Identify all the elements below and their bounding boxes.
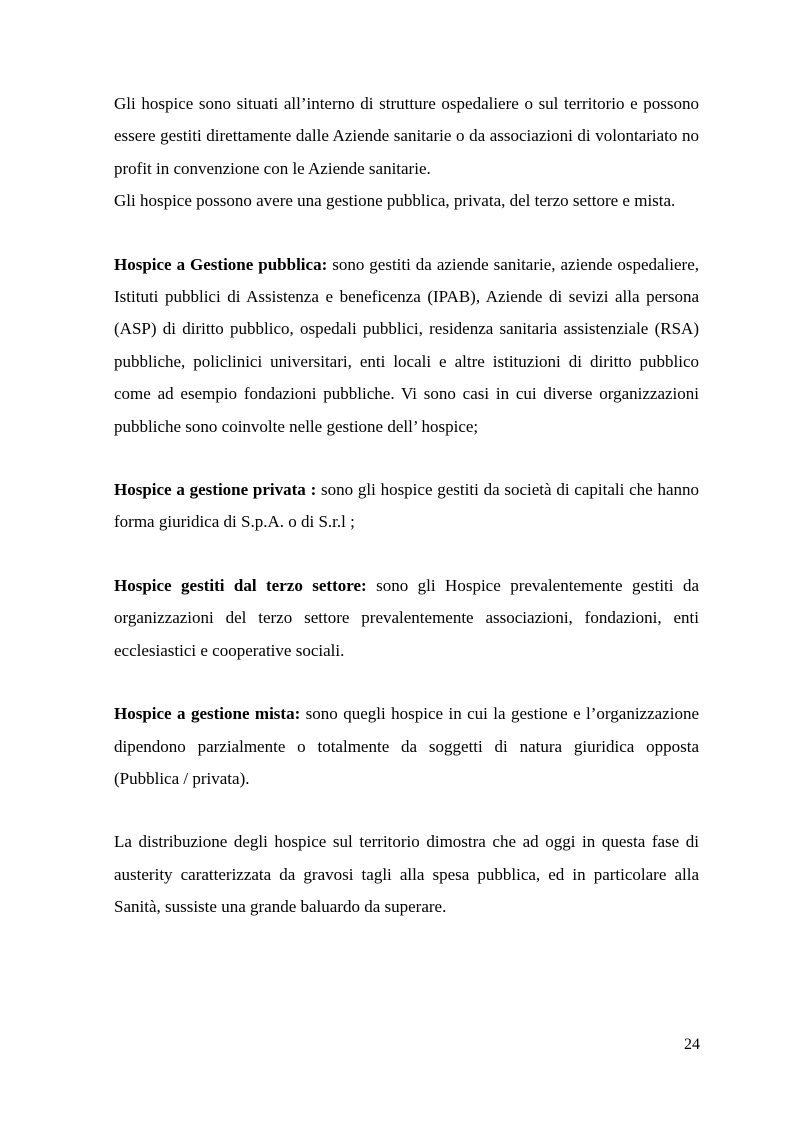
paragraph-gap <box>114 443 699 474</box>
paragraph-gap <box>114 218 699 249</box>
section-privata-text: sono gli hospice gestiti da società di capitali che hanno forma giuridica di S.p.A. o di S.r.l ; <box>114 480 699 532</box>
paragraph-gap <box>114 795 699 826</box>
page-number: 24 <box>684 1036 700 1053</box>
paragraph-gap <box>114 667 699 698</box>
body-text <box>114 88 699 924</box>
section-privata <box>114 474 699 539</box>
section-mista <box>114 698 699 795</box>
section-pubblica-text: sono gestiti da aziende sanitarie, aziende ospedaliere, Istituti pubblici di Assistenza e beneficenza (IPAB), Aziende di sevizi alla persona (ASP) di diritto pubblico, ospedali pubblici, residenza sanitaria assistenziale (RSA) pubbliche, policlinici universitari, enti locali e altre istituzioni di diritto pubblico come ad esempio fondazioni pubbliche. Vi sono casi in cui diverse organizzazioni pubbliche sono coinvolte nelle gestione dell’ hospice; <box>114 254 699 436</box>
paragraph-gap <box>114 539 699 570</box>
intro-paragraph-2: Gli hospice possono avere una gestione pubblica, privata, del terzo settore e mista. <box>114 191 676 211</box>
section-terzo-settore-heading: Hospice gestiti dal terzo settore: <box>114 575 367 595</box>
section-pubblica-heading: Hospice a Gestione pubblica: <box>114 254 328 274</box>
intro-paragraph-1: Gli hospice sono situati all’interno di strutture ospedaliere o sul territorio e possono essere gestiti direttamente dalle Aziende sanitarie o da associazioni di volontariato no profit in convenzione con le Aziende sanitarie. <box>114 94 699 178</box>
section-mista-heading: Hospice a gestione mista: <box>114 704 301 724</box>
section-pubblica <box>114 249 699 443</box>
conclusion-paragraph: La distribuzione degli hospice sul territorio dimostra che ad oggi in questa fase di austerity caratterizzata da gravosi tagli alla spesa pubblica, ed in particolare alla Sanità, sussiste una grande baluardo da superare. <box>114 832 699 917</box>
section-terzo-settore <box>114 570 699 667</box>
section-mista-text: sono quegli hospice in cui la gestione e l’organizzazione dipendono parzialmente o totalmente da soggetti di natura giuridica opposta (Pubblica / privata). <box>114 704 699 788</box>
section-privata-heading: Hospice a gestione privata : <box>114 480 317 500</box>
section-terzo-settore-text: sono gli Hospice prevalentemente gestiti da organizzazioni del terzo settore prevalentemente associazioni, fondazioni, enti ecclesiastici e cooperative sociali. <box>114 575 699 660</box>
